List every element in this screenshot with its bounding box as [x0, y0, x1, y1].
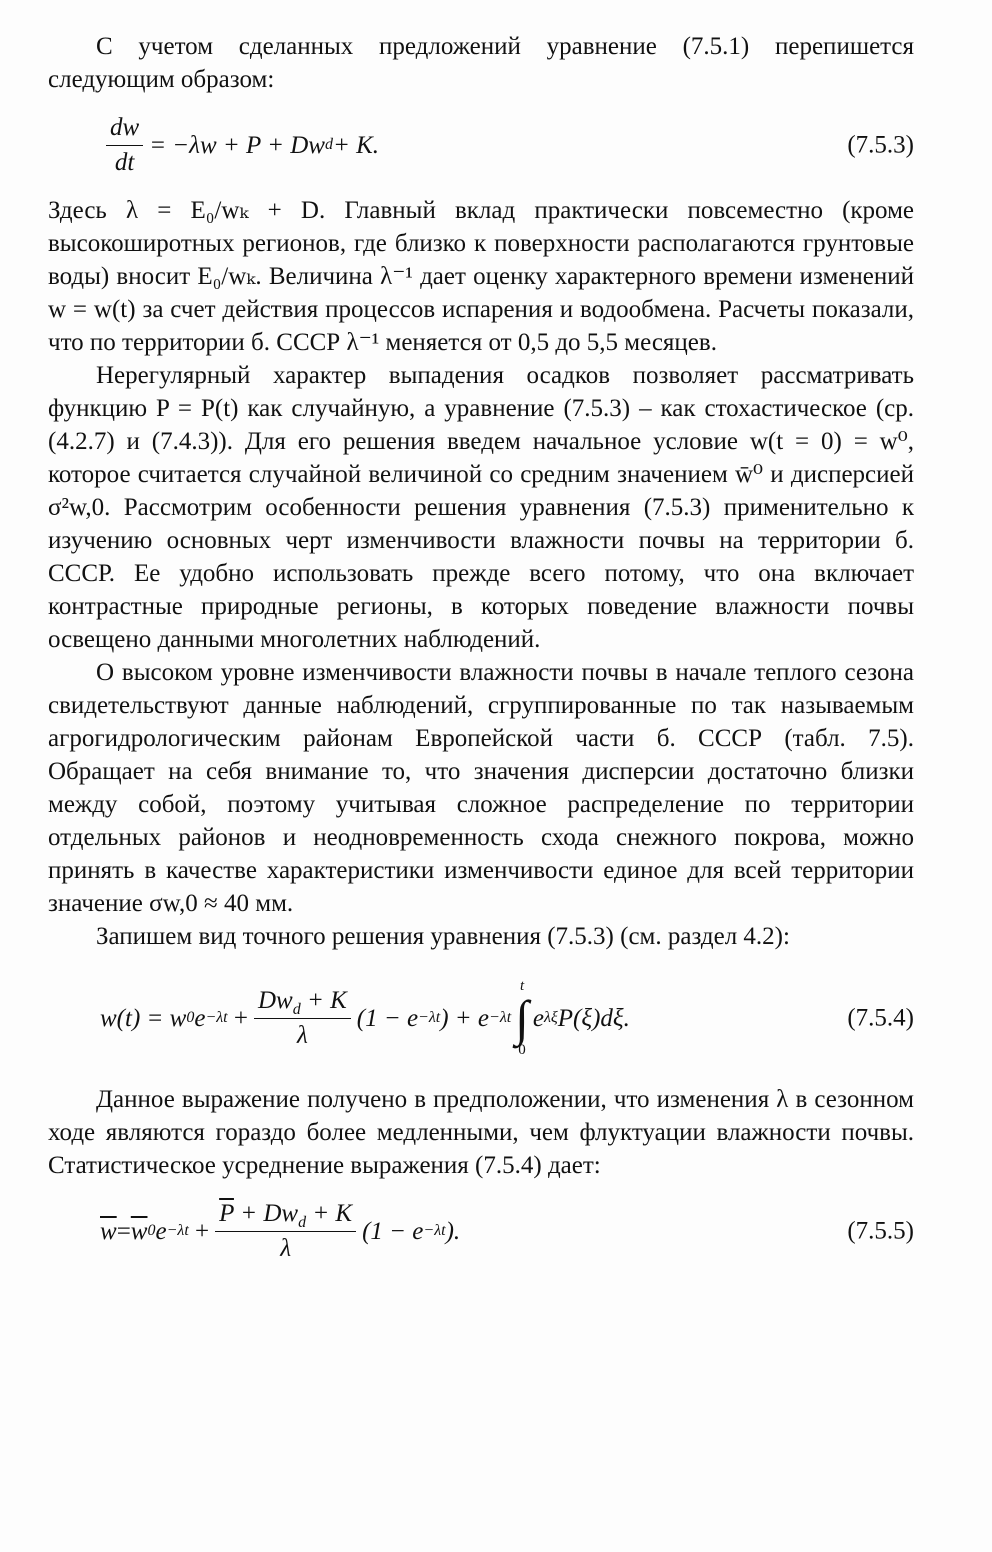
paragraph-intro: С учетом сделанных предложений уравнение (7.5.1) перепишется следующим образом: [48, 33, 914, 93]
mean-fraction-denominator: λ [280, 1234, 292, 1262]
paragraph-lambda: Здесь λ = E₀/wₖ + D. Главный вклад практически повсеместно (кроме высокоширотных регионов, где близко к поверхности располагаются грунтовые воды) вносит E₀/wₖ. Величина λ⁻¹ дает оценку характерного времени изменений w = w(t) за счет действия процессов испарения и водообмена. Расчеты показали, что по территории б. СССР λ⁻¹ меняется от 0,5 до 5,5 месяцев. [48, 197, 914, 356]
equation-number: (7.5.4) [847, 1004, 914, 1032]
solution-lhs: w(t) = w [100, 1004, 187, 1032]
equation-number: (7.5.5) [847, 1217, 914, 1245]
paragraph-stochastic: Нерегулярный характер выпадения осадков позволяет рассматривать функцию P = P(t) как случайную, а уравнение (7.5.3) – как стохастическое (ср. (4.2.7) и (7.4.3)). Для его решения введем начальное условие w(t = 0) = w⁰, которое считается случайной величиной со средним значением w̄⁰ и дисперсией σ²w,0. Рассмотрим особенности решения уравнения (7.5.3) применительно к изучению основных черт изменчивости влажности почвы на территории б. СССР. Ее удобно использовать прежде всего потому, что она включает контрастные природные регионы, в которых поведение влажности почвы освещено данными многолетних наблюдений. [48, 362, 914, 653]
integrand-tail: P(ξ)dξ. [557, 1004, 630, 1032]
equation-number: (7.5.3) [847, 131, 914, 159]
equation-7-5-5 [48, 1192, 914, 1270]
derivative-denominator: dt [114, 148, 135, 176]
equation-7-5-4 [48, 963, 914, 1073]
solution-middle: (1 − e [356, 1004, 419, 1032]
mean-fraction-numerator: $\overline{P} + Dw_d + K$ [215, 1199, 356, 1232]
integrand: e [532, 1004, 544, 1032]
mean-w: $\overline{w}$ [100, 1217, 117, 1245]
integral-sign [515, 978, 529, 1058]
equation-rhs: = −λw + P + Dw [149, 131, 325, 159]
equation-7-5-3-body: $\frac{dw}{dt}$ = −λw + P + Dw d + K. [100, 106, 379, 184]
derivative-numerator: dw [106, 113, 143, 146]
mean-fraction [215, 1199, 356, 1264]
solution-fraction-denominator: λ [296, 1021, 308, 1049]
mean-w0: $\overline{w}$ [130, 1217, 148, 1245]
equation-rhs-tail: + K. [332, 131, 380, 159]
solution-middle-tail: ) + e [440, 1004, 490, 1032]
solution-fraction [254, 986, 351, 1051]
equation-7-5-4-body: w(t) = w 0 e −λt + $\frac{Dw_d + K}{\lambda}$ (1 − e −λt ) + e −λt t ∫ 0 e λξ P(ξ)dξ. [100, 978, 630, 1058]
solution-exp: e [194, 1004, 206, 1032]
equation-7-5-3 [48, 106, 914, 184]
paragraph-averaging: Данное выражение получено в предположении, что изменения λ в сезонном ходе являются гораздо более медленными, чем флуктуации влажности почвы. Статистическое усреднение выражения (7.5.4) дает: [48, 1086, 914, 1179]
integral-upper-limit: t [519, 978, 525, 994]
equation-7-5-5-body: $\overline{w}$ = $\overline{w}$ 0 e −λt + $\frac{\overline{P} + Dw_d + K}{\lambda}$ (1 − e −λt ). [100, 1199, 461, 1262]
integral-lower-limit: 0 [518, 1042, 526, 1058]
integral-symbol: ∫ [515, 990, 529, 1046]
paragraph-solution-intro: Запишем вид точного решения уравнения (7.5.3) (см. раздел 4.2): [96, 923, 790, 950]
solution-fraction-numerator: $Dw_d + K$ [254, 986, 351, 1019]
derivative-fraction [106, 113, 143, 178]
paragraph-variability: О высоком уровне изменчивости влажности почвы в начале теплого сезона свидетельствуют данные наблюдений, сгруппированные по так называемым агрогидрологическим районам Европейской части б. СССР (табл. 7.5). Обращает на себя внимание то, что значения дисперсии достаточно близки между собой, поэтому учитывая сложное распределение по территории отдельных районов и неодновременность схода снежного покрова, можно принять в качестве характеристики изменчивости единое для всей территории значение σw,0 ≈ 40 мм. [48, 659, 914, 917]
